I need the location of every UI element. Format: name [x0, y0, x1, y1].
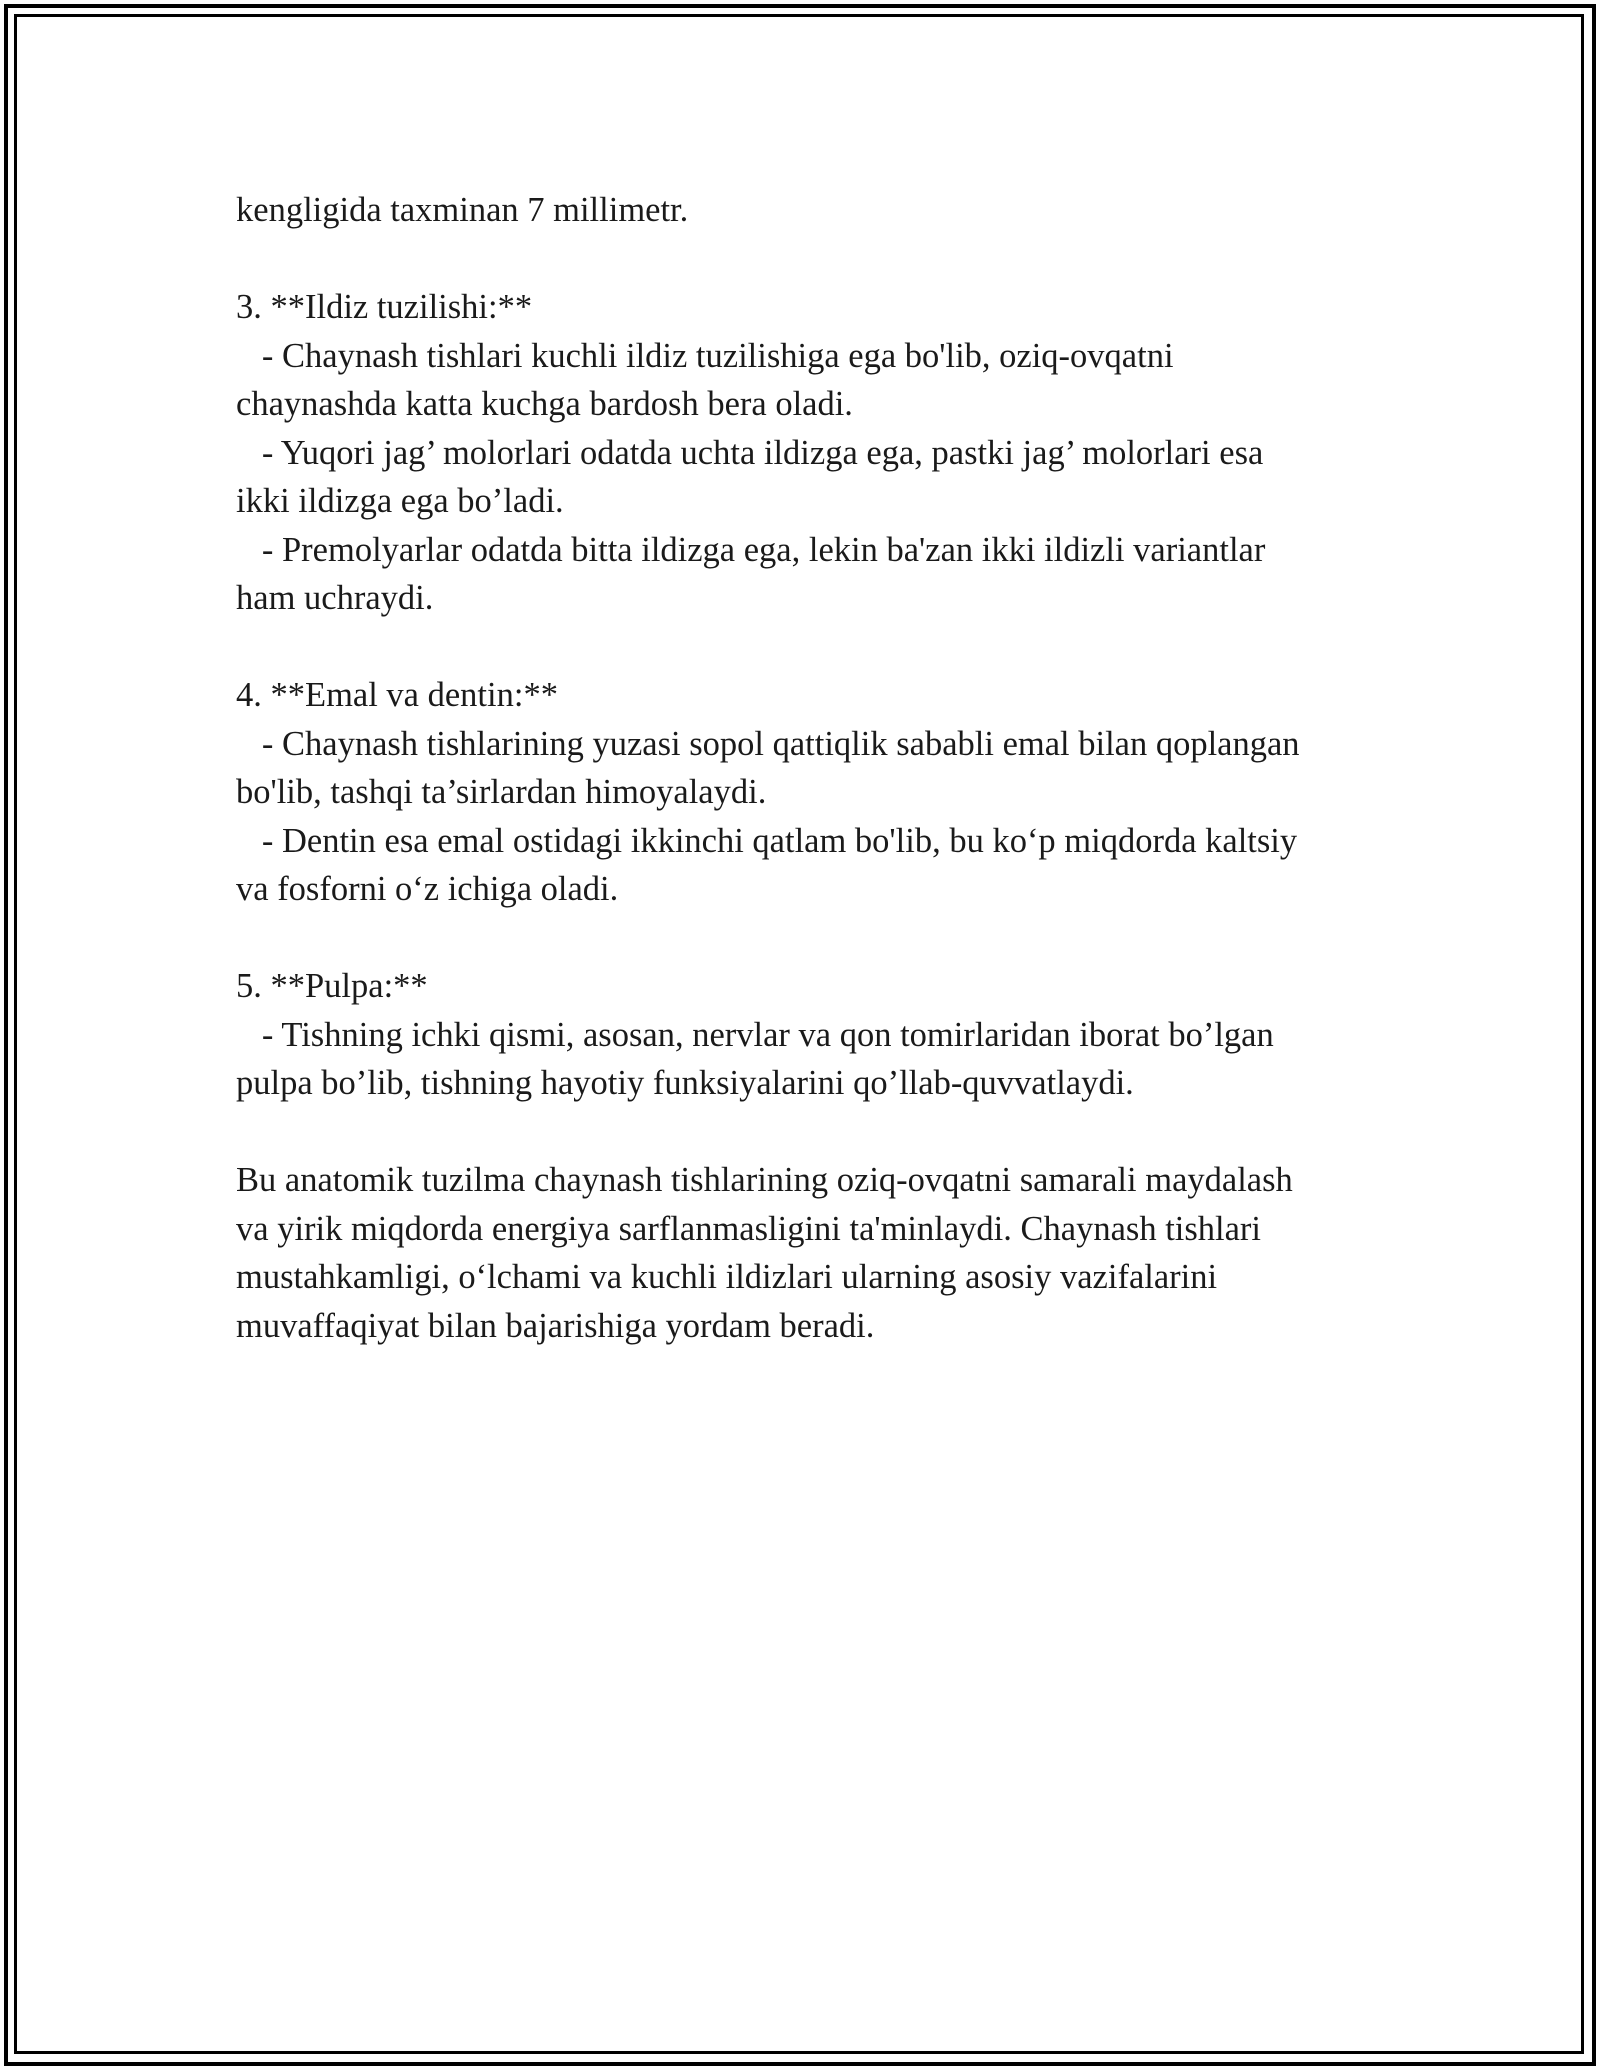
section-heading: 3. **Ildiz tuzilishi:** — [236, 288, 533, 326]
text-line: va yirik miqdorda energiya sarflanmasligini ta'minlaydi. Chaynash tishlari — [236, 1209, 1262, 1248]
text-line: - Dentin esa emal ostidagi ikkinchi qatlam bo'lib, bu ko‘p miqdorda kaltsiy — [236, 821, 1298, 860]
blank-line — [236, 914, 1396, 963]
text-line: kengligida taxminan 7 millimetr. — [236, 191, 689, 229]
blank-line — [236, 623, 1396, 672]
section-heading: 4. **Emal va dentin:** — [236, 676, 558, 714]
text-line: ikki ildizga ega bo’ladi. — [236, 482, 564, 520]
text-line: va fosforni o‘z ichiga oladi. — [236, 870, 619, 908]
text-line: - Tishning ichki qismi, asosan, nervlar va qon tomirlaridan iborat bo’lgan — [236, 1015, 1274, 1054]
text-line: bo'lib, tashqi ta’sirlardan himoyalaydi. — [236, 773, 767, 811]
text-line: - Chaynash tishlarining yuzasi sopol qattiqlik sababli emal bilan qoplangan — [236, 724, 1300, 763]
text-line: mustahkamligi, o‘lchami va kuchli ildizlari ularning asosiy vazifalarini — [236, 1258, 1218, 1296]
text-line: - Yuqori jag’ molorlari odatda uchta ildizga ega, pastki jag’ molorlari esa — [236, 433, 1264, 472]
blank-line — [236, 1108, 1396, 1157]
text-line: Bu anatomik tuzilma chaynash tishlarining oziq-ovqatni samarali maydalash — [236, 1161, 1293, 1199]
document-body — [236, 186, 1396, 1350]
text-line: ham uchraydi. — [236, 579, 434, 617]
blank-line — [236, 235, 1396, 284]
text-line: pulpa bo’lib, tishning hayotiy funksiyalarini qo’llab-quvvatlaydi. — [236, 1064, 1134, 1102]
section-heading: 5. **Pulpa:** — [236, 967, 428, 1005]
text-line: - Chaynash tishlari kuchli ildiz tuzilishiga ega bo'lib, oziq-ovqatni — [236, 336, 1174, 375]
text-line: muvaffaqiyat bilan bajarishiga yordam beradi. — [236, 1306, 875, 1345]
text-line: - Premolyarlar odatda bitta ildizga ega, lekin ba'zan ikki ildizli variantlar — [236, 530, 1266, 569]
text-line: chaynashda katta kuchga bardosh bera oladi. — [236, 385, 853, 423]
